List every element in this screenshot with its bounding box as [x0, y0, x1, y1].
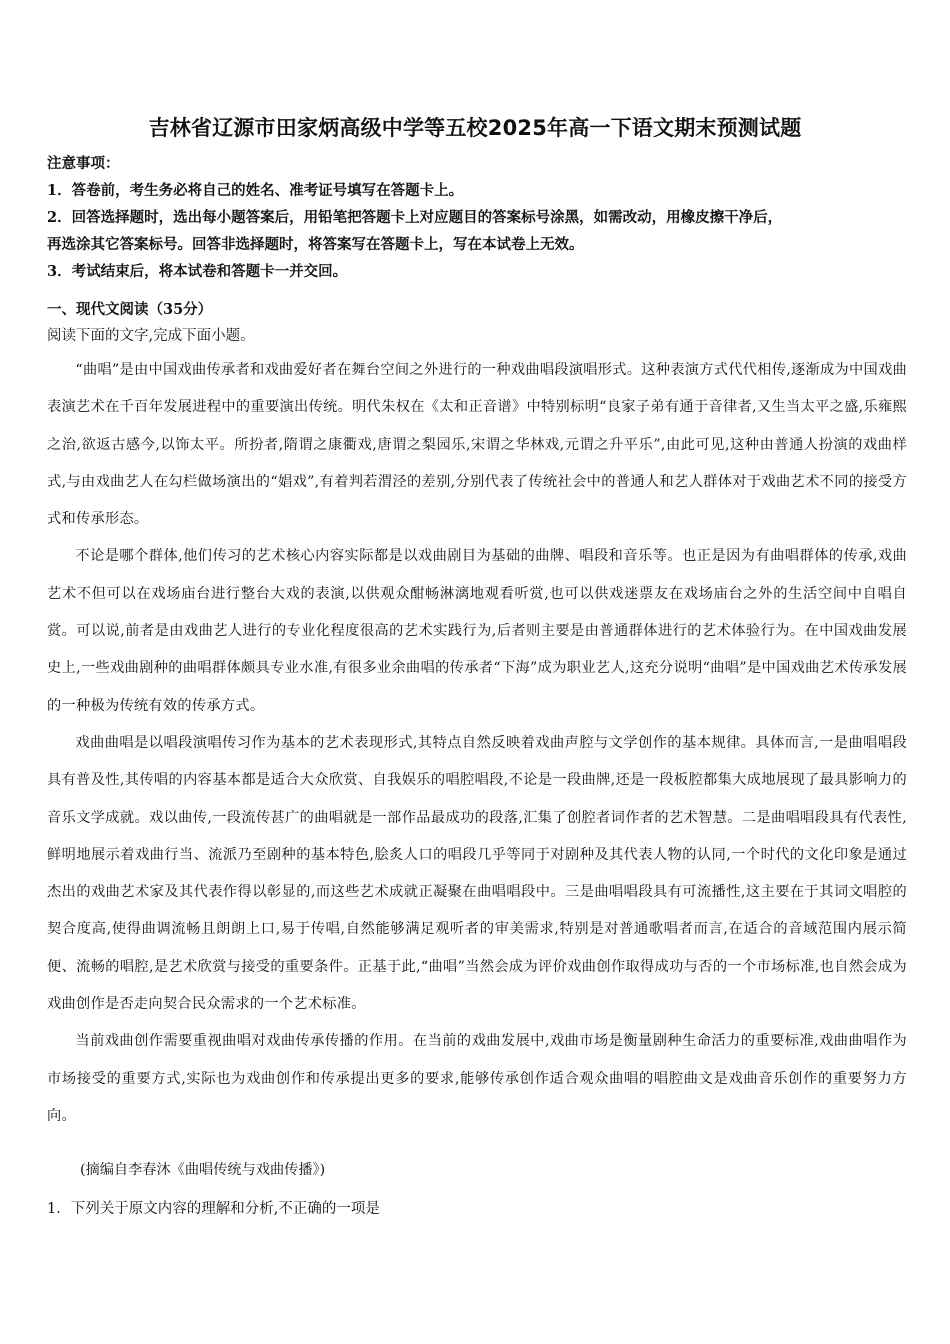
reading-article	[47, 352, 907, 1135]
notice-heading: 注意事项：	[47, 155, 120, 172]
section-instruction: 阅读下面的文字,完成下面小题。	[47, 328, 255, 344]
article-paragraph: 戏曲曲唱是以唱段演唱传习作为基本的艺术表现形式,其特点自然反映着戏曲声腔与文学创作的基本规律。具体而言,一是曲唱唱段具有普及性,其传唱的内容基本都是适合大众欣赏、自我娱乐的唱腔唱段,不论是一段曲牌,还是一段板腔都集大成地展现了最具影响力的音乐文学成就。戏以曲传,一段流传甚广的曲唱就是一部作品最成功的段落,汇集了创腔者词作者的艺术智慧。二是曲唱唱段具有代表性,鲜明地展示着戏曲行当、流派乃至剧种的基本特色,脍炙人口的唱段几乎等同于对剧种及其代表人物的认同,一个时代的文化印象是通过杰出的戏曲艺术家及其代表作得以彰显的,而这些艺术成就正凝聚在曲唱唱段中。三是曲唱唱段具有可流播性,这主要在于其词文唱腔的契合度高,使得曲调流畅且朗朗上口,易于传唱,自然能够满足观听者的审美需求,特别是对普通歌唱者而言,在适合的音域范围内展示简便、流畅的唱腔,是艺术欣赏与接受的重要条件。正基于此,“曲唱”当然会成为评价戏曲创作取得成功与否的一个市场标准,也自然会成为戏曲创作是否走向契合民众需求的一个艺术标准。	[47, 734, 907, 1013]
article-source: (摘编自李春沐《曲唱传统与戏曲传播》)	[80, 1162, 326, 1178]
article-paragraph: “曲唱”是由中国戏曲传承者和戏曲爱好者在舞台空间之外进行的一种戏曲唱段演唱形式。这种表演方式代代相传,逐渐成为中国戏曲表演艺术在千百年发展进程中的重要演出传统。明代朱权在《太和正音谱》中特别标明“良家子弟有通于音律者,又生当太平之盛,乐雍熙之治,欲返古感今,以饰太平。所扮者,隋谓之康衢戏,唐谓之梨园乐,宋谓之华林戏,元谓之升平乐”,由此可见,这种由普通人扮演的戏曲样式,与由戏曲艺人在勾栏做场演出的“娼戏”,有着判若渭泾的差别,分别代表了传统社会中的普通人和艺人群体对于戏曲艺术不同的接受方式和传承形态。	[47, 362, 907, 528]
article-paragraph: 当前戏曲创作需要重视曲唱对戏曲传承传播的作用。在当前的戏曲发展中,戏曲市场是衡量剧种生命活力的重要标准,戏曲曲唱作为市场接受的重要方式,实际也为戏曲创作和传承提出更多的要求,能够传承创作适合观众曲唱的唱腔曲文是戏曲音乐创作的重要努力方向。	[47, 1033, 907, 1124]
notice-item: 再选涂其它答案标号。回答非选择题时，将答案写在答题卡上，写在本试卷上无效。	[47, 236, 584, 253]
document-title: 吉林省辽源市田家炳高级中学等五校2025年高一下语文期末预测试题	[148, 116, 802, 140]
question-1: 1．下列关于原文内容的理解和分析,不正确的一项是	[47, 1201, 380, 1217]
notice-item: 3．考试结束后，将本试卷和答题卡一并交回。	[47, 263, 348, 280]
section-heading: 一、现代文阅读（35分）	[47, 301, 213, 318]
notice-block	[47, 150, 907, 285]
article-paragraph: 不论是哪个群体,他们传习的艺术核心内容实际都是以戏曲剧目为基础的曲牌、唱段和音乐等。也正是因为有曲唱群体的传承,戏曲艺术不但可以在戏场庙台进行整台大戏的表演,以供观众酣畅淋漓地观看听赏,也可以供戏迷票友在戏场庙台之外的生活空间中自唱自赏。可以说,前者是由戏曲艺人进行的专业化程度很高的艺术实践行为,后者则主要是由普通群体进行的艺术体验行为。在中国戏曲发展史上,一些戏曲剧种的曲唱群体颇具专业水准,有很多业余曲唱的传承者“下海”成为职业艺人,这充分说明“曲唱”是中国戏曲艺术传承发展的一种极为传统有效的传承方式。	[47, 548, 907, 714]
notice-item: 1．答卷前，考生务必将自己的姓名、准考证号填写在答题卡上。	[47, 182, 464, 199]
notice-item: 2．回答选择题时，选出每小题答案后，用铅笔把答题卡上对应题目的答案标号涂黑，如需改动，用橡皮擦干净后，	[47, 209, 783, 226]
